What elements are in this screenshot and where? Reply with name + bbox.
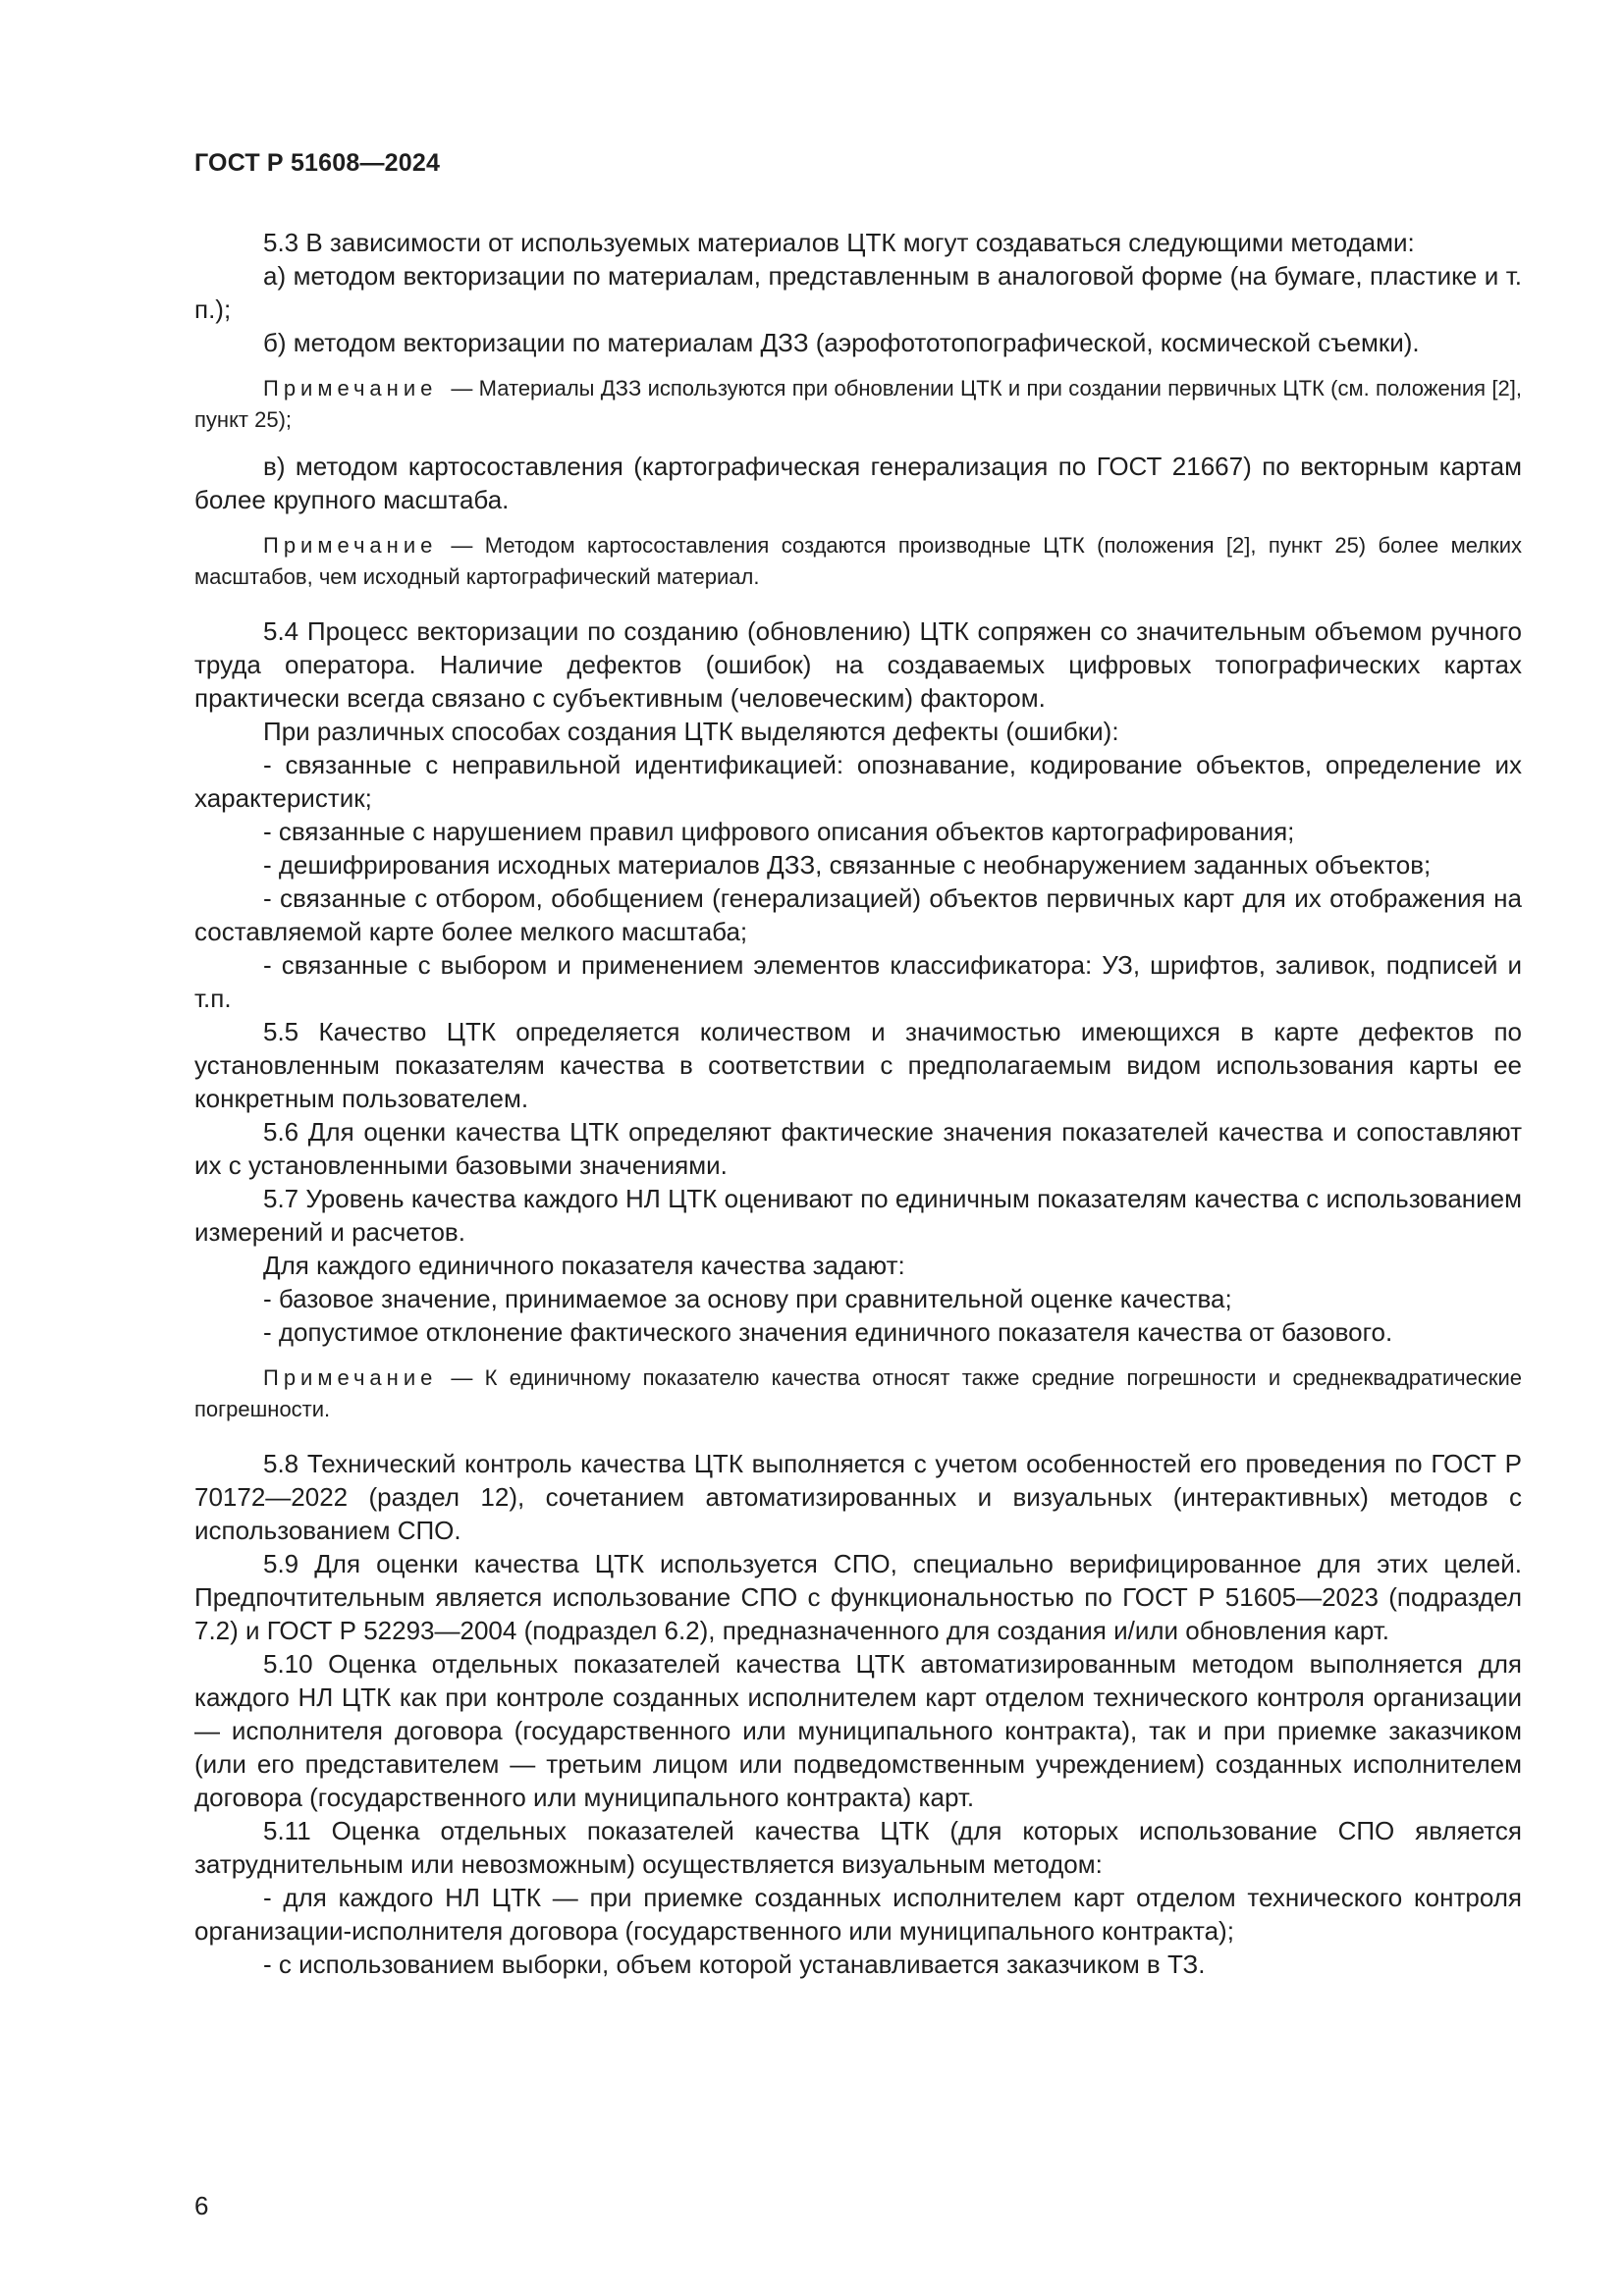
- standard-header: ГОСТ Р 51608—2024: [194, 149, 441, 177]
- method-item: - для каждого НЛ ЦТК — при приемке созданных исполнителем карт отделом технического контроля организации-исполнителя договора (государственного или муниципального контракта);: [194, 1883, 1522, 1946]
- document-body: [194, 226, 1522, 1981]
- paragraph-5-4-defects: При различных способах создания ЦТК выделяются дефекты (ошибки):: [263, 717, 1119, 746]
- list-item-v: в) методом картосоставления (картографическая генерализация по ГОСТ 21667) по векторным картам более крупного масштаба.: [194, 452, 1522, 514]
- note-3-text: — К единичному показателю качества относят также средние погрешности и среднеквадратические погрешности.: [194, 1365, 1522, 1421]
- paragraph-5-6: 5.6 Для оценки качества ЦТК определяют фактические значения показателей качества и сопоставляют их с установленными базовыми значениями.: [194, 1117, 1522, 1180]
- defect-item: - связанные с нарушением правил цифрового описания объектов картографирования;: [263, 817, 1295, 846]
- note-label: Примечание: [263, 533, 438, 558]
- note-1-text: — Материалы ДЗЗ используются при обновлении ЦТК и при создании первичных ЦТК (см. положения [2], пункт 25);: [194, 376, 1522, 432]
- paragraph-5-4: 5.4 Процесс векторизации по созданию (обновлению) ЦТК сопряжен со значительным объемом ручного труда оператора. Наличие дефектов (ошибок) на создаваемых цифровых топографических картах практически всегда связано с субъективным (человеческим) фактором.: [194, 616, 1522, 713]
- method-item: - с использованием выборки, объем которой устанавливается заказчиком в ТЗ.: [263, 1949, 1206, 1979]
- paragraph-5-11: 5.11 Оценка отдельных показателей качества ЦТК (для которых использование СПО является затруднительным или невозможным) осуществляется визуальным методом:: [194, 1816, 1522, 1879]
- note-label: Примечание: [263, 1365, 438, 1390]
- list-item-b: б) методом векторизации по материалам ДЗЗ (аэрофототопографической, космической съемки).: [263, 328, 1420, 357]
- indicator-item: - базовое значение, принимаемое за основу при сравнительной оценке качества;: [263, 1284, 1232, 1313]
- paragraph-5-8: 5.8 Технический контроль качества ЦТК выполняется с учетом особенностей его проведения по ГОСТ Р 70172—2022 (раздел 12), сочетанием автоматизированных и визуальных (интерактивных) методов с использованием СПО.: [194, 1449, 1522, 1545]
- defect-item: - дешифрирования исходных материалов ДЗЗ, связанные с необнаружением заданных объектов;: [263, 850, 1432, 880]
- note-2: [194, 530, 1522, 593]
- paragraph-5-10: 5.10 Оценка отдельных показателей качества ЦТК автоматизированным методом выполняется для каждого НЛ ЦТК как при контроле созданных исполнителем карт отделом технического контроля организации — исполнителя договора (государственного или муниципального контракта), так и при приемке заказчиком (или его представителем — третьим лицом или подведомственным учреждением) созданных исполнителем договора (государственного или муниципального контракта) карт.: [194, 1649, 1522, 1812]
- paragraph-5-7: 5.7 Уровень качества каждого НЛ ЦТК оценивают по единичным показателям качества с использованием измерений и расчетов.: [194, 1184, 1522, 1247]
- list-item-a: а) методом векторизации по материалам, представленным в аналоговой форме (на бумаге, пластике и т. п.);: [194, 261, 1522, 324]
- note-label: Примечание: [263, 376, 438, 400]
- note-2-text: — Методом картосоставления создаются производные ЦТК (положения [2], пункт 25) более мелких масштабов, чем исходный картографический материал.: [194, 533, 1522, 589]
- note-1: [194, 373, 1522, 436]
- defect-item: - связанные с отбором, обобщением (генерализацией) объектов первичных карт для их отображения на составляемой карте более мелкого масштаба;: [194, 883, 1522, 946]
- paragraph-5-7-intro: Для каждого единичного показателя качества задают:: [263, 1251, 905, 1280]
- defect-item: - связанные с выбором и применением элементов классификатора: УЗ, шрифтов, заливок, подписей и т.п.: [194, 950, 1522, 1013]
- page-number: 6: [194, 2191, 209, 2220]
- defect-item: - связанные с неправильной идентификацией: опознавание, кодирование объектов, определение их характеристик;: [194, 750, 1522, 813]
- indicator-item: - допустимое отклонение фактического значения единичного показателя качества от базового.: [263, 1317, 1393, 1347]
- paragraph-5-9: 5.9 Для оценки качества ЦТК используется СПО, специально верифицированное для этих целей. Предпочтительным является использование СПО с функциональностью по ГОСТ Р 51605—2023 (подраздел 7.2) и ГОСТ Р 52293—2004 (подраздел 6.2), предназначенного для создания и/или обновления карт.: [194, 1549, 1522, 1645]
- note-3: [194, 1362, 1522, 1425]
- paragraph-5-5: 5.5 Качество ЦТК определяется количеством и значимостью имеющихся в карте дефектов по установленным показателям качества в соответствии с предполагаемым видом использования карты ее конкретным пользователем.: [194, 1017, 1522, 1113]
- paragraph-5-3: 5.3 В зависимости от используемых материалов ЦТК могут создаваться следующими методами:: [263, 228, 1415, 257]
